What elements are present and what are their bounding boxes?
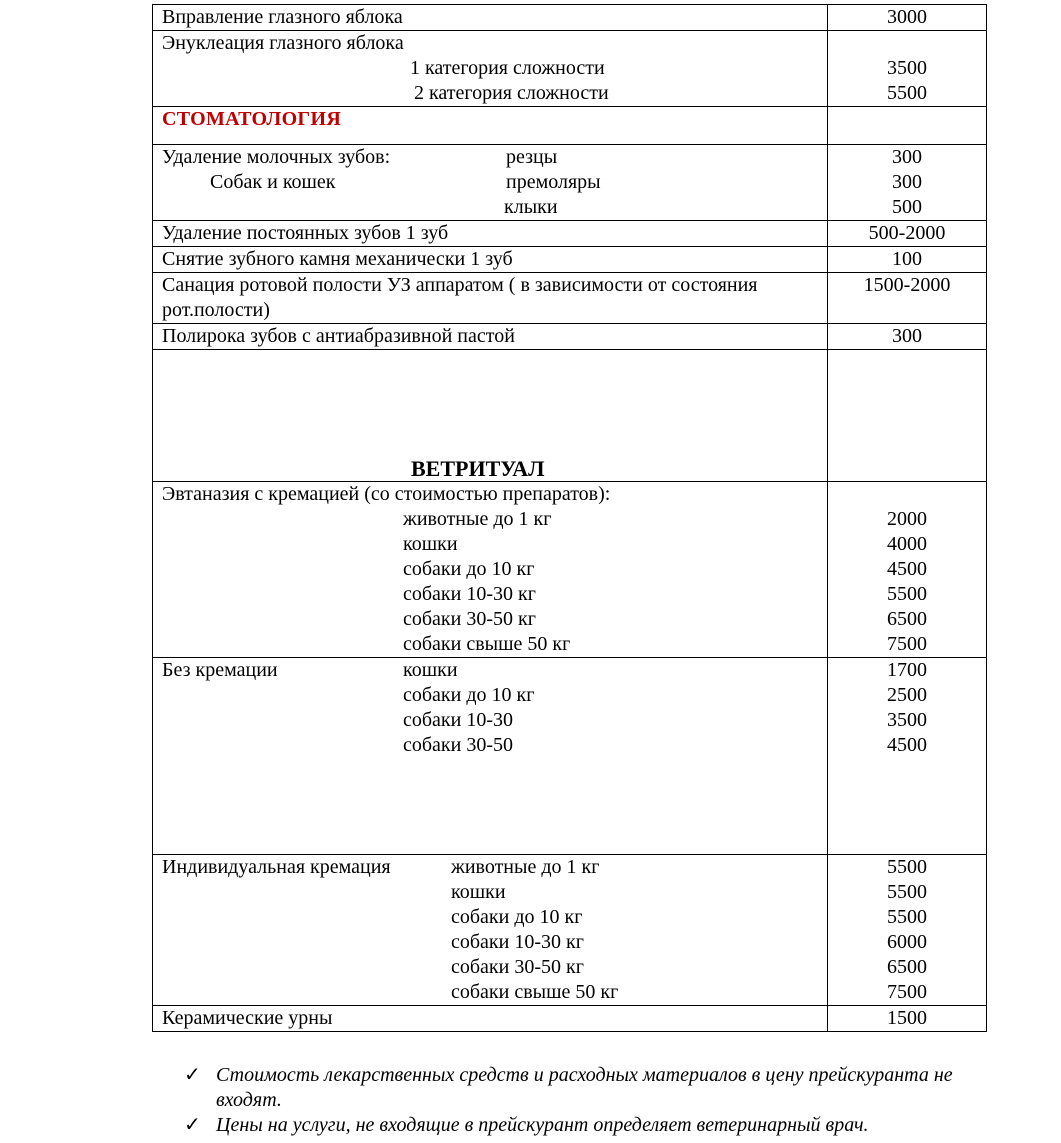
- checkmark-icon: ✓: [184, 1114, 201, 1136]
- price-value: 300: [892, 146, 922, 168]
- table-row: [153, 658, 987, 855]
- service-cell: [153, 145, 828, 221]
- price-value: 2000: [887, 508, 927, 530]
- service-sublabel: 1 категория сложности: [410, 57, 605, 79]
- price-value: 3500: [887, 57, 927, 79]
- table-row: [153, 1006, 987, 1032]
- section-title-ritual: ВЕТРИТУАЛ: [411, 456, 545, 481]
- service-sublabel: собаки свыше 50 кг: [451, 981, 619, 1003]
- table-row: [153, 145, 987, 221]
- service-sublabel: премоляры: [506, 171, 601, 193]
- table-row: [153, 324, 987, 350]
- price-value: 1500-2000: [863, 274, 951, 296]
- footnotes: [184, 1063, 994, 1138]
- price-cell: [828, 1006, 987, 1032]
- service-label: Без кремации: [162, 659, 278, 681]
- price-value: 4000: [887, 533, 927, 555]
- price-cell: [828, 273, 987, 324]
- service-label: Керамические урны: [162, 1007, 333, 1029]
- service-label: Собак и кошек: [210, 171, 336, 193]
- service-sublabel: резцы: [506, 146, 558, 168]
- service-label: Санация ротовой полости УЗ аппаратом ( в зависимости от состояния рот.полости): [162, 274, 758, 321]
- price-value: 4500: [887, 734, 927, 756]
- price-cell: [828, 482, 987, 658]
- price-value: 5500: [887, 881, 927, 903]
- section-cell: [153, 350, 828, 482]
- service-cell: [153, 482, 828, 658]
- service-sublabel: 2 категория сложности: [414, 82, 609, 104]
- section-row: [153, 350, 987, 482]
- service-label: Полирока зубов с антиабразивной пастой: [162, 325, 515, 347]
- price-value: 3000: [887, 6, 927, 28]
- section-cell: [153, 107, 828, 145]
- price-value: 500-2000: [868, 222, 946, 244]
- footnote-text: Стоимость лекарственных средств и расходных материалов в цену прейскуранта не входят.: [216, 1064, 953, 1111]
- table-row: [153, 482, 987, 658]
- footnote-item: [184, 1113, 994, 1138]
- price-value: 300: [892, 171, 922, 193]
- service-sublabel: собаки 30-50 кг: [403, 608, 536, 630]
- checkmark-icon: ✓: [184, 1064, 201, 1086]
- price-value: 1700: [887, 659, 927, 681]
- service-sublabel: животные до 1 кг: [403, 508, 552, 530]
- service-sublabel: собаки свыше 50 кг: [403, 633, 571, 655]
- service-label: Вправление глазного яблока: [162, 6, 403, 28]
- price-value: 6000: [887, 931, 927, 953]
- price-value: 5500: [887, 906, 927, 928]
- price-value: 5500: [887, 856, 927, 878]
- price-value: 4500: [887, 558, 927, 580]
- service-sublabel: собаки 10-30 кг: [451, 931, 584, 953]
- price-cell: [828, 247, 987, 273]
- table-row: [153, 221, 987, 247]
- price-cell: [828, 658, 987, 855]
- table-row: [153, 5, 987, 31]
- service-cell: [153, 1006, 828, 1032]
- service-sublabel: клыки: [504, 196, 558, 218]
- service-sublabel: кошки: [451, 881, 506, 903]
- service-cell: [153, 324, 828, 350]
- service-sublabel: животные до 1 кг: [451, 856, 600, 878]
- table-row: [153, 273, 987, 324]
- price-value: 5500: [887, 82, 927, 104]
- service-label: Эвтаназия с кремацией (со стоимостью препаратов):: [162, 483, 611, 505]
- service-label: Удаление молочных зубов:: [162, 146, 391, 168]
- service-cell: [153, 658, 828, 855]
- price-value: 100: [892, 248, 922, 270]
- price-value: 7500: [887, 981, 927, 1003]
- price-cell: [828, 324, 987, 350]
- price-cell: [828, 221, 987, 247]
- price-value: 500: [892, 196, 922, 218]
- footnote-text: Цены на услуги, не входящие в прейскурант определяет ветеринарный врач.: [216, 1114, 869, 1136]
- service-label: Удаление постоянных зубов 1 зуб: [162, 222, 449, 244]
- service-label: Снятие зубного камня механически 1 зуб: [162, 248, 513, 270]
- service-cell: [153, 5, 828, 31]
- price-cell: [828, 31, 987, 107]
- service-sublabel: собаки 30-50: [403, 734, 514, 756]
- section-row: [153, 107, 987, 145]
- price-value: 300: [892, 325, 922, 347]
- price-value: 1500: [887, 1007, 927, 1029]
- price-cell: [828, 107, 987, 145]
- service-sublabel: собаки до 10 кг: [403, 558, 535, 580]
- service-sublabel: собаки 30-50 кг: [451, 956, 584, 978]
- table-row: [153, 855, 987, 1006]
- price-value: 2500: [887, 684, 927, 706]
- price-value: 5500: [887, 583, 927, 605]
- service-sublabel: собаки 10-30: [403, 709, 514, 731]
- service-sublabel: собаки до 10 кг: [451, 906, 583, 928]
- service-sublabel: кошки: [403, 659, 458, 681]
- service-cell: [153, 31, 828, 107]
- service-label: Индивидуальная кремация: [162, 856, 391, 878]
- service-label: Энуклеация глазного яблока: [162, 32, 404, 54]
- service-cell: [153, 247, 828, 273]
- price-value: 6500: [887, 956, 927, 978]
- service-sublabel: собаки 10-30 кг: [403, 583, 536, 605]
- price-cell: [828, 5, 987, 31]
- price-cell: [828, 855, 987, 1006]
- service-cell: [153, 273, 828, 324]
- price-value: 7500: [887, 633, 927, 655]
- section-title-dentistry: СТОМАТОЛОГИЯ: [162, 108, 342, 130]
- price-cell: [828, 350, 987, 482]
- service-sublabel: собаки до 10 кг: [403, 684, 535, 706]
- price-table: [152, 4, 987, 1032]
- service-cell: [153, 855, 828, 1006]
- service-cell: [153, 221, 828, 247]
- price-value: 3500: [887, 709, 927, 731]
- footnote-item: [184, 1063, 994, 1113]
- price-cell: [828, 145, 987, 221]
- price-value: 6500: [887, 608, 927, 630]
- service-sublabel: кошки: [403, 533, 458, 555]
- table-row: [153, 31, 987, 107]
- table-row: [153, 247, 987, 273]
